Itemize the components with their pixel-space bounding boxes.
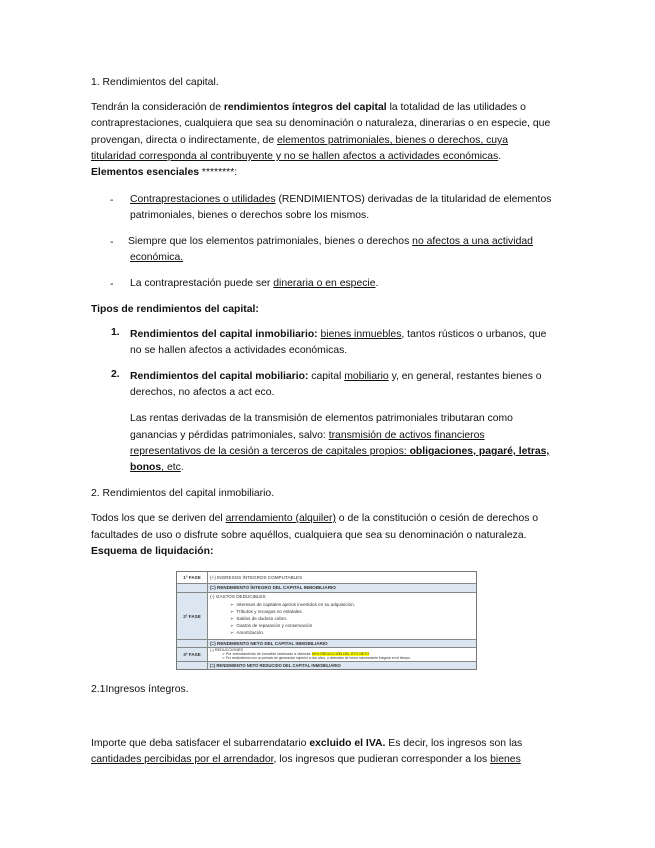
arrow-icon: ➢ (230, 602, 234, 607)
list-item: ➢ Por arrendamiento de inmueble destinado a vivienda: 60% REDUCCIÓN DEL RTO NETO (222, 652, 370, 656)
table-cell (210, 648, 474, 661)
paragraph-1-line-2: contraprestaciones, cualquiera que sea su denominación o naturaleza, dinerarias o en especie, que (91, 118, 551, 129)
tipos-heading: Tipos de rendimientos del capital: (91, 304, 259, 315)
paragraph-3-line-1: Importe que deba satisfacer el subarrendatario excluido el IVA. Es decir, los ingresos son las (91, 738, 523, 749)
bullet-dash: - (110, 195, 114, 206)
tipo-2-line-2: derechos, no afectos a act eco. (130, 387, 275, 398)
list-number-1: 1. (111, 327, 120, 338)
table-cell: (=) RENDIMIENTO NETO DEL CAPITAL INMOBILIARIO (210, 641, 328, 646)
bullet-1-line-2: patrimoniales, bienes o derechos sobre los mismos. (130, 210, 370, 221)
list-item: ➢ Por rendimientos con un periodo de generación superior a dos años, u obtenidos de forma notoriamente irregular en el tiempo. (222, 656, 411, 660)
table-row (177, 640, 476, 648)
bullet-3-line-1: La contraprestación puede ser dineraria o en especie. (130, 278, 379, 289)
bullet-2-line-1: Siempre que los elementos patrimoniales, bienes o derechos no afectos a una actividad (128, 236, 533, 247)
list-number-2: 2. (111, 369, 120, 380)
table-row (177, 572, 476, 584)
phase-3-label: 3ª FASE (177, 648, 208, 661)
table-row (177, 584, 476, 593)
table-row (177, 662, 476, 669)
paragraph-2-line-1: Todos los que se deriven del arrendamiento (alquiler) o de la constitución o cesión de derechos o (91, 513, 539, 524)
elementos-esenciales-label: Elementos esenciales ********: (91, 167, 238, 178)
paragraph-1-line-4: titularidad corresponda al contribuyente y no se hallen afectos a actividades económicas. (91, 151, 502, 162)
arrow-icon: ➢ (222, 652, 226, 656)
tipo-1-line-2: no se hallen afectos a actividades económicas. (130, 345, 348, 356)
section-2-1-heading: 2.1Ingresos íntegros. (91, 684, 189, 695)
tipo-1-line-1: Rendimientos del capital inmobiliario: bienes inmuebles, tantos rústicos o urbanos, que (130, 329, 547, 340)
table-cell (210, 593, 474, 639)
table-cell: (=) RENDIMIENTO ÍNTEGRO DEL CAPITAL INMOBILIARIO (210, 585, 336, 590)
gastos-title: (-) GASTOS DEDUCIBLES (210, 594, 266, 599)
bullet-dash: - (110, 279, 114, 290)
liquidation-scheme-table (176, 571, 477, 670)
list-item: ➢ Intereses de capitales ajenos invertidos en su adquisición. (230, 602, 355, 607)
phase-1-label: 1ª FASE (177, 572, 208, 583)
esquema-heading: Esquema de liquidación: (91, 546, 214, 557)
reducciones-title: (-) REDUCCIONES (210, 648, 243, 652)
highlighted-text: 60% REDUCCIÓN DEL RTO NETO (312, 652, 370, 656)
bullet-2-line-2: económica. (130, 252, 184, 263)
arrow-icon: ➢ (230, 609, 234, 614)
list-item: ➢ Saldos de dudoso cobro. (230, 616, 288, 621)
rentas-line-3: representativos de la cesión a terceros de capitales propios: obligaciones, pagaré, letras, (130, 446, 550, 457)
paragraph-3-line-2: cantidades percibidas por el arrendador, los ingresos que pudieran corresponder a los bienes (91, 754, 521, 765)
rentas-line-1: Las rentas derivadas de la transmisión de elementos patrimoniales tributaran como (130, 413, 513, 424)
rentas-line-4: bonos, etc. (130, 462, 184, 473)
tipo-2-line-1: Rendimientos del capital mobiliario: capital mobiliario y, en general, restantes bienes o (130, 371, 542, 382)
bullet-dash: - (110, 237, 114, 248)
table-cell: (+) INGRESOS ÍNTEGROS COMPUTABLES (210, 575, 303, 580)
bullet-1-line-1: Contraprestaciones o utilidades (RENDIMIENTOS) derivadas de la titularidad de elementos (130, 194, 552, 205)
table-cell: (=) RENDIMIENTO NETO REDUCIDO DEL CAPITAL INMOBILIARIO (210, 663, 341, 668)
phase-2-label: 2ª FASE (177, 593, 208, 639)
list-item: ➢ Tributos y recargos no estatales. (230, 609, 303, 614)
paragraph-1-line-3: provengan, directa o indirectamente, de elementos patrimoniales, bienes o derechos, cuya (91, 135, 509, 146)
list-item: ➢ Amortización. (230, 630, 265, 635)
arrow-icon: ➢ (230, 616, 234, 621)
section-2-heading: 2. Rendimientos del capital inmobiliario. (91, 488, 275, 499)
rentas-line-2: ganancias y pérdidas patrimoniales, salvo: transmisión de activos financieros (130, 430, 485, 441)
arrow-icon: ➢ (230, 623, 234, 628)
paragraph-2-line-2: facultades de uso o disfrute sobre aquéllos, cualquiera que sea su denominación o naturaleza. (91, 530, 527, 541)
section-1-heading: 1. Rendimientos del capital. (91, 77, 219, 88)
table-row (177, 593, 476, 640)
paragraph-1-line-1: Tendrán la consideración de rendimientos íntegros del capital la totalidad de las utilidades o (91, 102, 526, 113)
arrow-icon: ➢ (230, 630, 234, 635)
table-row (177, 648, 476, 662)
arrow-icon: ➢ (222, 656, 225, 660)
list-item: ➢ Gastos de reparación y conservación (230, 623, 313, 628)
